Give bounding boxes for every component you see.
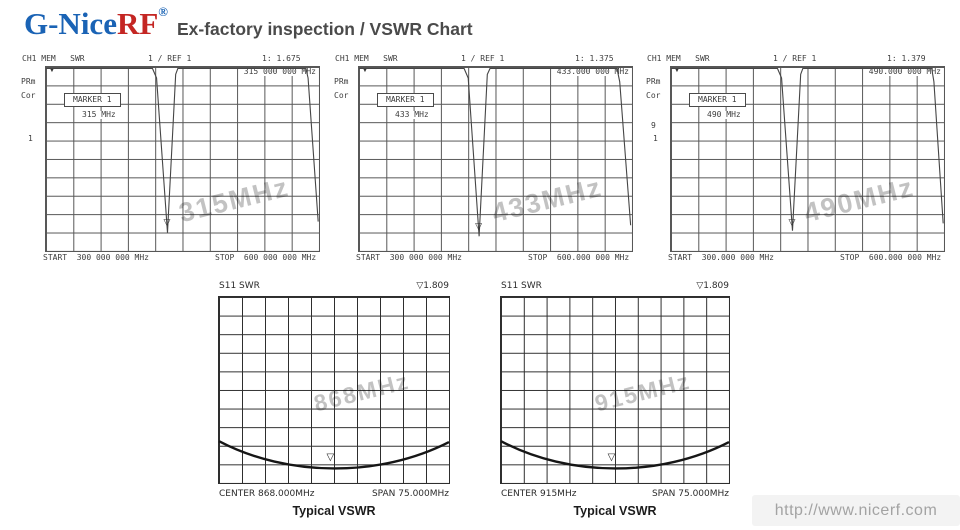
chart1-marker-frequency-readout: 315 000 000 MHz [243,67,316,76]
swr2-title: S11 SWR [501,281,542,291]
chart1-start-label: START 300 000 000 MHz [43,253,149,262]
chart2-watermark: 433MHz [488,171,606,229]
chart3-marker-box: MARKER 1 [689,93,746,107]
chart2-cursor-icon: ▼ [362,68,368,74]
chart3-side-label-3: 9 [651,121,656,130]
chart3-side-label-cor: Cor [646,91,661,100]
chart2-side-label-cor: Cor [334,91,349,100]
chart1-marker-box: MARKER 1 [64,93,121,107]
swr1-title: S11 SWR [219,281,260,291]
chart3-grid [670,66,945,252]
chart2-dip-marker-icon: ▽ [475,220,483,231]
swr2-marker-readout: ▽1.809 [696,281,729,291]
chart3-header-ref: 1 / REF 1 [773,54,817,63]
chart3-dip-marker-icon: ▽ [788,216,796,227]
chart2-header-channel: CH1 MEM SWR [335,54,398,63]
swr-chart-915 [500,278,730,530]
chart3-header-channel: CH1 MEM SWR [647,54,710,63]
swr1-caption: Typical VSWR [292,504,376,518]
chart3-watermark: 490MHz [800,171,918,229]
swr2-span-label: SPAN 75.000MHz [651,489,729,499]
chart1-header-value: 1: 1.675 [262,54,301,63]
swr2-dip-marker-icon: ▽ [607,452,616,464]
chart2-marker-freq: 433 MHz [395,110,429,119]
swr2-caption: Typical VSWR [573,504,657,518]
swr1-dip-marker-icon: ▽ [326,452,335,464]
chart1-side-label-4: 1 [28,134,33,143]
chart2-start-label: START 300 000 000 MHz [356,253,462,262]
chart3-cursor-icon: ▼ [674,68,680,74]
swr1-center-label: CENTER 868.000MHz [219,489,315,499]
swr1-grid [218,296,450,484]
swr2-watermark: 915MHz [592,367,694,417]
chart1-grid [45,66,320,252]
logo-text-red: RF [116,6,159,41]
chart2-stop-label: STOP 600.000 000 MHz [528,253,630,262]
chart1-side-label-cor: Cor [21,91,36,100]
chart2-header-ref: 1 / REF 1 [461,54,505,63]
chart3-header-value: 1: 1.379 [887,54,926,63]
swr2-center-label: CENTER 915MHz [501,489,577,499]
registered-trademark-icon: ® [158,4,169,19]
chart2-header-value: 1: 1.375 [575,54,614,63]
chart1-watermark: 315MHz [175,171,293,229]
brand-logo [24,4,168,42]
vswr-chart-433 [333,55,645,267]
website-url-link[interactable]: http://www.nicerf.com [774,501,938,519]
chart1-side-label-prm: PRm [21,77,36,86]
chart2-marker-frequency-readout: 433.000 000 MHz [556,67,629,76]
vswr-chart-315 [20,55,332,267]
swr1-marker-readout: ▽1.809 [416,281,449,291]
vswr-chart-490 [645,55,957,267]
chart1-dip-marker-icon: ▽ [163,216,171,227]
chart2-side-label-prm: PRm [334,77,349,86]
logo-text-blue: G-Nice [24,6,117,41]
chart1-header-ref: 1 / REF 1 [148,54,192,63]
chart1-header-channel: CH1 MEM SWR [22,54,85,63]
page-title: Ex-factory inspection / VSWR Chart [177,19,473,39]
swr1-span-label: SPAN 75.000MHz [371,489,449,499]
chart2-grid [358,66,633,252]
chart3-start-label: START 300.000 000 MHz [668,253,774,262]
chart3-marker-frequency-readout: 490.000 000 MHz [868,67,941,76]
swr-chart-868 [218,278,450,530]
swr1-watermark: 868MHz [311,367,413,417]
chart3-side-label-prm: PRm [646,77,661,86]
chart1-cursor-icon: ▼ [49,68,55,74]
chart3-stop-label: STOP 600.000 000 MHz [840,253,942,262]
website-url-chip[interactable] [752,495,960,526]
chart3-marker-freq: 490 MHz [707,110,741,119]
swr2-grid [500,296,730,484]
chart1-stop-label: STOP 600 000 000 MHz [215,253,317,262]
chart1-marker-freq: 315 MHz [82,110,116,119]
chart3-side-label-4: 1 [653,134,658,143]
chart2-marker-box: MARKER 1 [377,93,434,107]
